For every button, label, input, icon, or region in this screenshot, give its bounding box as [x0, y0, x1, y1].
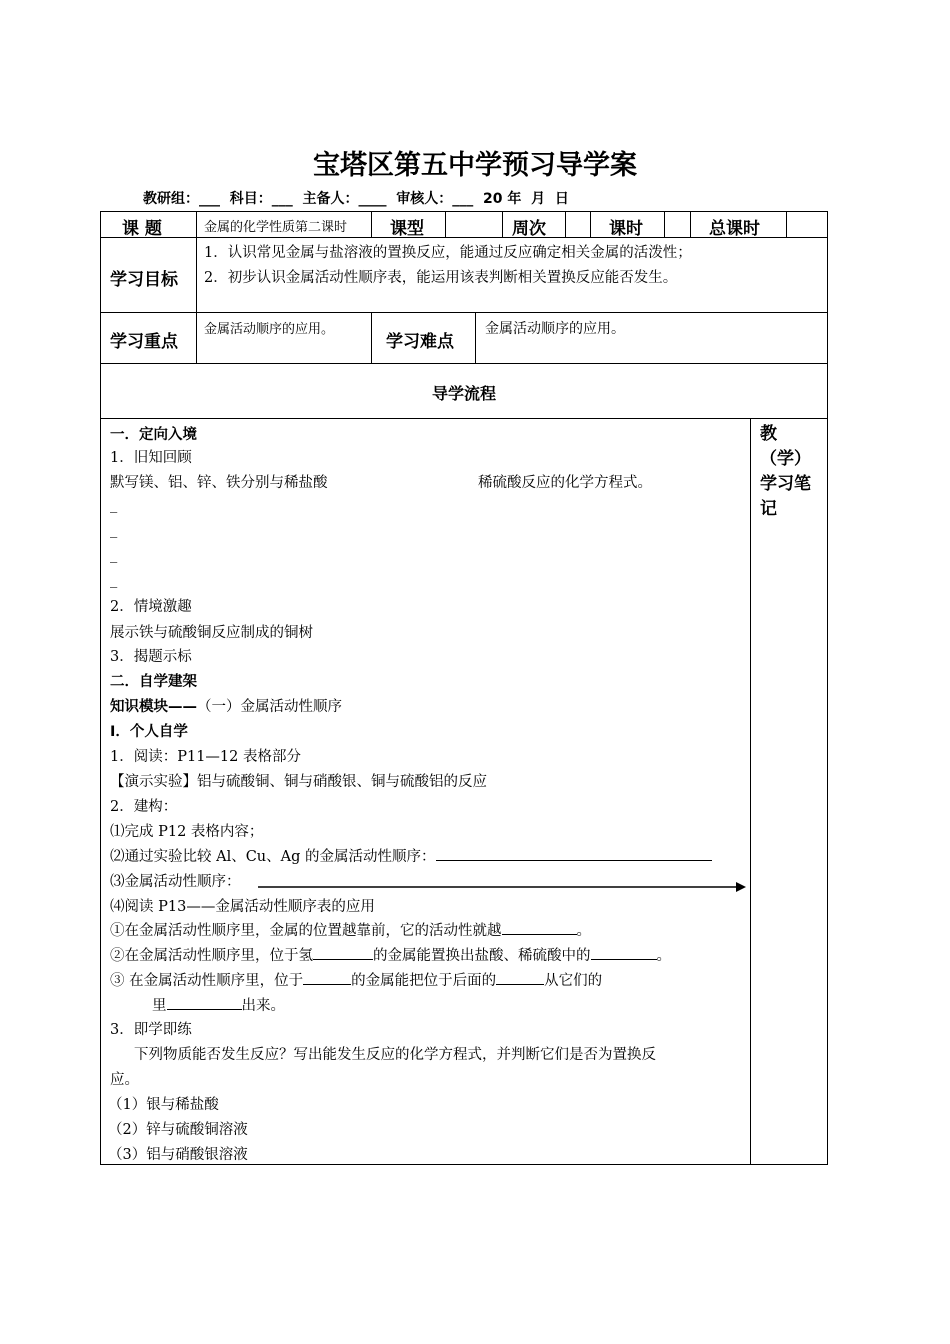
scene-text: 展示铁与硫酸铜反应制成的铜树 [110, 625, 313, 641]
page-title: 宝塔区第五中学预习导学案 [313, 150, 637, 181]
practice-item: （1）银与稀盐酸 [108, 1097, 219, 1113]
rule-1: ①在金属活动性顺序里，金属的位置越靠前，它的活动性就越 。 [110, 919, 591, 940]
practice-heading: 3．即学即练 [110, 1022, 192, 1038]
key-value: 金属活动顺序的应用。 [204, 322, 335, 337]
recall-text-right: 稀硫酸反应的化学方程式。 [478, 475, 652, 491]
answer-dash: _ [110, 572, 118, 588]
section-1-heading: 一．定向入境 [110, 427, 197, 443]
goal-heading: 3．揭题示标 [110, 649, 192, 665]
practice-item: （2）锌与硫酸铜溶液 [108, 1122, 248, 1138]
module-heading: 知识模块——（一）金属活动性顺序 [110, 699, 342, 715]
goals-label: 学习目标 [110, 270, 178, 290]
meta-line: 教研组：___ 科目：___ 主备人：____ 审核人：___ 20 年 月 日 [143, 191, 569, 207]
demo-text: 【演示实验】铝与硫酸铜、铜与硝酸银、铜与硫酸铝的反应 [110, 774, 487, 790]
practice-item: （3）铝与硝酸银溶液 [108, 1147, 248, 1163]
difficulty-label: 学习难点 [386, 332, 454, 352]
goal-item: 1．认识常见金属与盐溶液的置换反应，能通过反应确定相关金属的活泼性； [204, 245, 692, 261]
recall-text-left: 默写镁、铝、锌、铁分别与稀盐酸 [110, 475, 328, 491]
answer-dash: _ [110, 522, 118, 538]
flow-heading: 导学流程 [431, 384, 496, 403]
rule-3-cont: 里 出来。 [152, 994, 285, 1015]
section-2-heading: 二．自学建架 [110, 674, 197, 690]
self-study-heading: Ⅰ．个人自学 [110, 724, 188, 740]
rule-3: ③ 在金属活动性顺序里，位于 的金属能把位于后面的 从它们的 [110, 969, 602, 990]
total-label: 总课时 [709, 219, 760, 239]
build-item-2: ⑵通过实验比较 Al、Cu、Ag 的金属活动性顺序： [110, 845, 712, 866]
period-label: 课时 [609, 219, 643, 239]
scene-heading: 2．情境激趣 [110, 599, 192, 615]
reading-text: 1．阅读：P11—12 表格部分 [110, 749, 301, 765]
difficulty-value: 金属活动顺序的应用。 [485, 321, 625, 337]
answer-dash: _ [110, 547, 118, 563]
topic-value: 金属的化学性质第二课时 [204, 220, 348, 235]
practice-question: 下列物质能否发生反应？写出能发生反应的化学方程式，并判断它们是否为置换反 [134, 1047, 656, 1063]
goals-list [204, 241, 692, 291]
week-label: 周次 [512, 219, 546, 239]
key-label: 学习重点 [110, 332, 178, 352]
type-label: 课型 [390, 219, 424, 239]
goal-item: 2．初步认识金属活动性顺序表，能运用该表判断相关置换反应能否发生。 [204, 270, 678, 286]
recall-heading: 1．旧知回顾 [110, 450, 192, 466]
answer-dash: _ [110, 497, 118, 513]
notes-label: 教 （学） 学习笔 记 [760, 424, 811, 519]
build-item-1: ⑴完成 P12 表格内容； [110, 824, 264, 840]
rule-2: ②在金属活动性顺序里，位于氢 的金属能置换出盐酸、稀硫酸中的 。 [110, 944, 671, 965]
practice-question-cont: 应。 [110, 1072, 139, 1088]
topic-label: 课 题 [122, 219, 162, 239]
build-heading: 2．建构： [110, 799, 178, 815]
activity-arrow [258, 880, 748, 894]
build-item-3: ⑶金属活动性顺序： [110, 874, 241, 890]
build-item-4: ⑷阅读 P13——金属活动性顺序表的应用 [110, 899, 375, 915]
